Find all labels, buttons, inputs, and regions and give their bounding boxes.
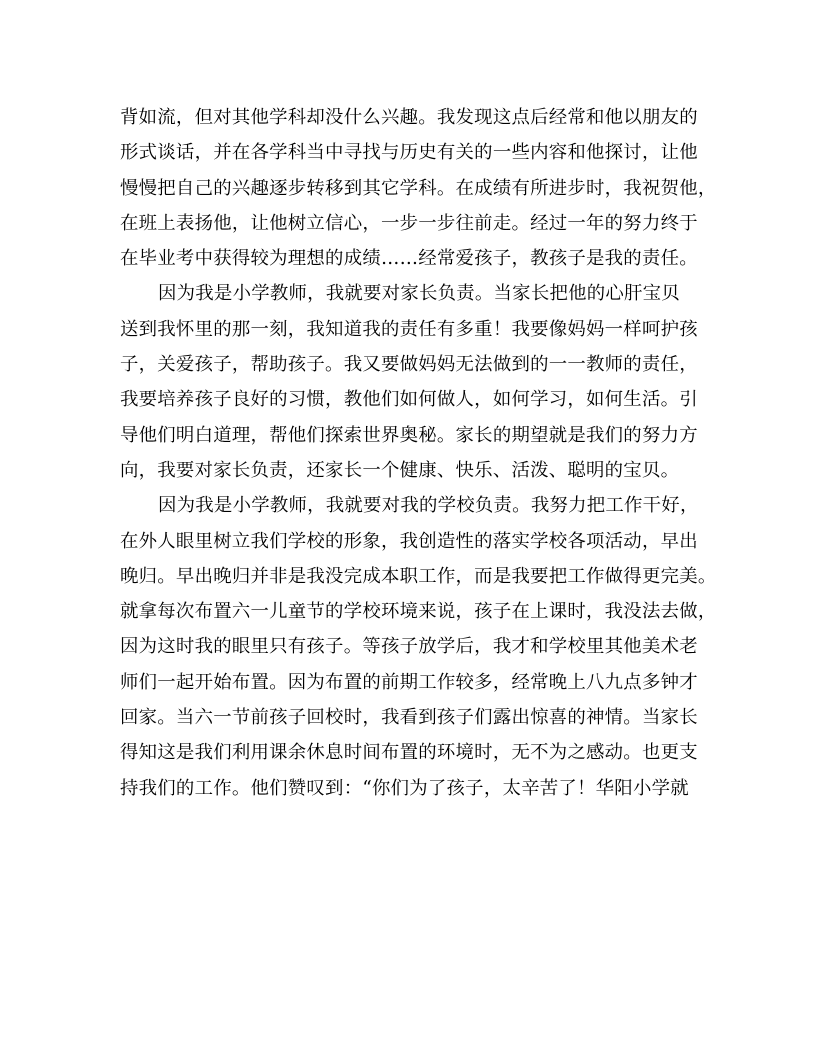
text-line: 我要培养孩子良好的习惯，教他们如何做人，如何学习，如何生活。引 (120, 389, 698, 411)
text-line: 子，关爱孩子，帮助孩子。我又要做妈妈无法做到的一一教师的责任， (120, 354, 698, 376)
document-body (120, 100, 717, 806)
text-line: 回家。当六一节前孩子回校时，我看到孩子们露出惊喜的神情。当家长 (120, 707, 698, 729)
text-line: 在毕业考中获得较为理想的成绩……经常爱孩子，教孩子是我的责任。 (120, 248, 698, 270)
text-line: 向，我要对家长负责，还家长一个健康、快乐、活泼、聪明的宝贝。 (120, 459, 680, 481)
text-line: 因为我是小学教师，我就要对我的学校负责。我努力把工作干好， (158, 495, 699, 517)
text-line: 持我们的工作。他们赞叹到：“你们为了孩子，太辛苦了！华阳小学就 (120, 777, 689, 799)
text-line: 背如流，但对其他学科却没什么兴趣。我发现这点后经常和他以朋友的 (120, 107, 698, 128)
text-line: 形式谈话，并在各学科当中寻找与历史有关的一些内容和他探讨，让他 (120, 142, 698, 164)
text-line: 因为我是小学教师，我就要对家长负责。当家长把他的心肝宝贝 (158, 283, 680, 305)
text-line: 因为这时我的眼里只有孩子。等孩子放学后，我才和学校里其他美术老 (120, 636, 698, 658)
text-line: 慢慢把自己的兴趣逐步转移到其它学科。在成绩有所进步时，我祝贺他， (120, 177, 717, 199)
text-line: 师们一起开始布置。因为布置的前期工作较多，经常晚上八九点多钟才 (120, 671, 698, 693)
paragraph-3 (120, 488, 717, 806)
text-line: 送到我怀里的那一刻，我知道我的责任有多重！我要像妈妈一样呵护孩 (120, 318, 698, 340)
text-line: 在外人眼里树立我们学校的形象，我创造性的落实学校各项活动，早出 (120, 530, 698, 552)
text-line: 就拿每次布置六一儿童节的学校环境来说，孩子在上课时，我没法去做， (120, 601, 717, 623)
text-line: 晚归。早出晚归并非是我没完成本职工作，而是我要把工作做得更完美。 (120, 565, 717, 587)
text-line: 在班上表扬他，让他树立信心，一步一步往前走。经过一年的努力终于 (120, 212, 698, 234)
text-line: 得知这是我们利用课余休息时间布置的环境时，无不为之感动。也更支 (120, 742, 698, 764)
text-line: 导他们明白道理，帮他们探索世界奥秘。家长的期望就是我们的努力方 (120, 424, 698, 446)
paragraph-1 (120, 100, 717, 276)
paragraph-2 (120, 276, 698, 488)
